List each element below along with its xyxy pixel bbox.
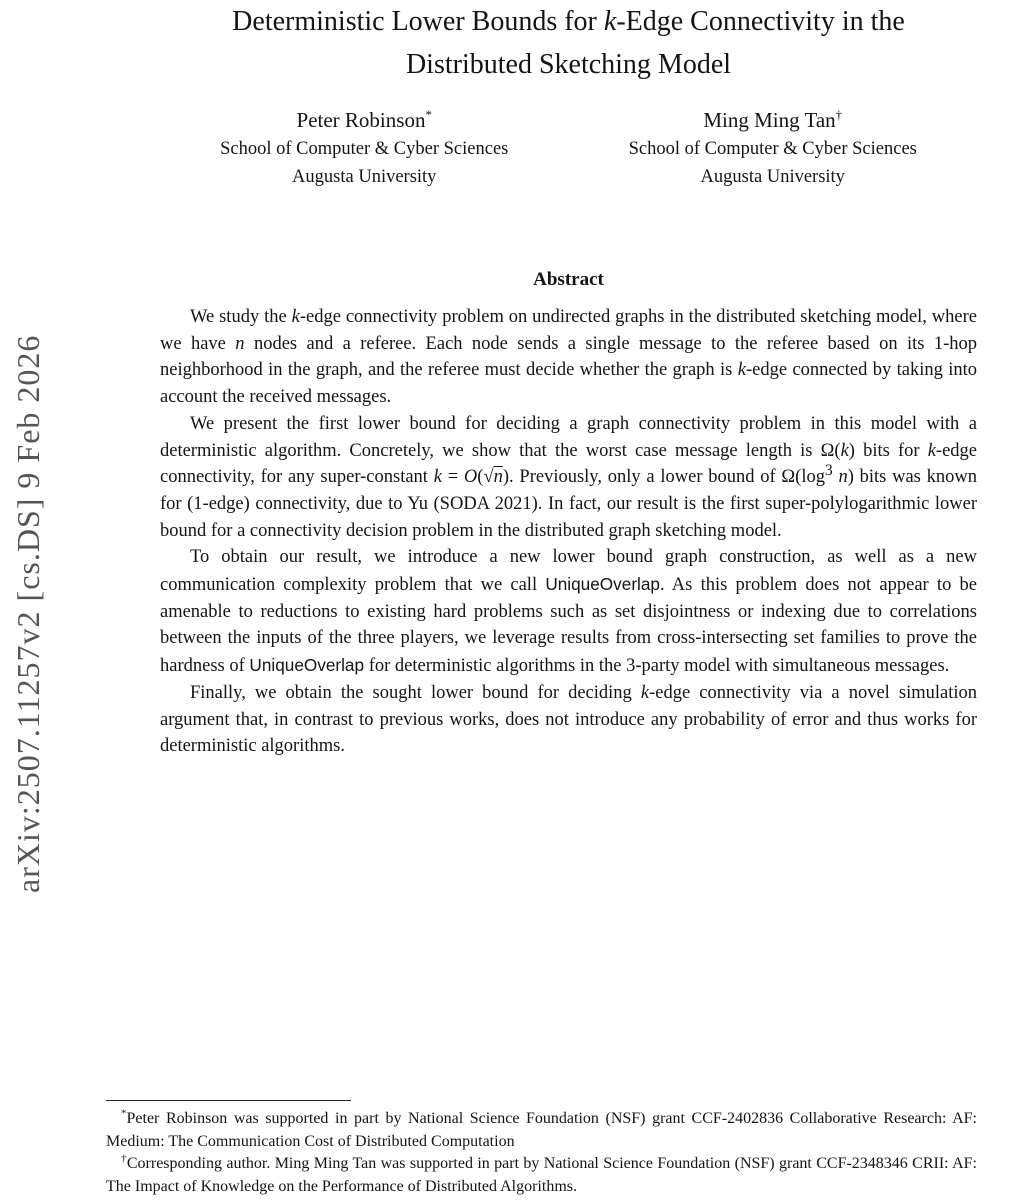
author-footnote-mark: * — [425, 107, 432, 122]
author-affiliation: School of Computer & Cyber Sciences — [628, 139, 917, 159]
abstract-paragraph-1: We study the k-edge connectivity problem on undirected graphs in the distributed sketching model, where we have n nodes and a referee. Each node sends a single message to the referee based on its 1-hop neighborhood in the graph, and the referee must decide whether the graph is k-edge connected by taking into account the received messages. — [160, 307, 978, 408]
footnote-mark: † — [121, 1152, 127, 1165]
footnote-divider — [106, 1100, 351, 1101]
author-block-2 — [569, 106, 978, 191]
paper-title-line-1: Deterministic Lower Bounds for k-Edge Connectivity in the — [232, 6, 905, 37]
paper-title — [106, 0, 1031, 86]
author-name-text: Peter Robinson — [296, 108, 426, 132]
footnote-1 — [106, 1108, 977, 1153]
abstract-heading: Abstract — [533, 269, 604, 290]
author-institution: Augusta University — [292, 167, 437, 187]
abstract-body — [160, 304, 977, 760]
arxiv-watermark: arXiv:2507.11257v2 [cs.DS] 9 Feb 2026 — [10, 334, 46, 893]
footnote-mark: * — [121, 1107, 127, 1120]
paper-title-line-2: Distributed Sketching Model — [405, 49, 732, 80]
author-name — [569, 106, 978, 135]
author-footnote-mark: † — [835, 107, 843, 122]
authors-row — [160, 106, 977, 191]
author-institution: Augusta University — [700, 167, 845, 187]
abstract-paragraph-4: Finally, we obtain the sought lower bound for deciding k-edge connectivity via a novel simulation argument that, in contrast to previous works, does not introduce any probability of error and thus works for deterministic algorithms. — [160, 682, 977, 757]
author-affiliation: School of Computer & Cyber Sciences — [220, 139, 509, 159]
footnote-2 — [106, 1153, 977, 1198]
abstract-paragraph-3: To obtain our result, we introduce a new lower bound graph construction, as well as a new communication complexity problem that we call UniqueOverlap. As this problem does not appear to be amenable to reductions to existing hard problems such as set disjointness or indexing due to correlations between the inputs of the three players, we leverage results from cross-intersecting set families to prove the hardness of UniqueOverlap for deterministic algorithms in the 3-party model with simultaneous messages. — [160, 547, 978, 677]
abstract-paragraph-2: We present the first lower bound for deciding a graph connectivity problem in this model with a deterministic algorithm. Concretely, we show that the worst case message length is Ω(k) bits for k-edge connectivity, for any super-constant k = O(√n). Previously, only a lower bound of $\Omega(\log^3$ n) bits was known for (1-edge) connectivity, due to Yu (SODA 2021). In fact, our result is the first super-polylogarithmic lower bound for a connectivity decision problem in the distributed graph sketching model. — [160, 413, 977, 541]
author-block-1 — [160, 106, 569, 191]
author-name — [160, 106, 569, 135]
footnote-text: Peter Robinson was supported in part by National Science Foundation (NSF) grant CCF-2402836 Collaborative Research: AF: Medium: The Communication Cost of Distributed Computation — [106, 1110, 977, 1150]
footnote-text: Corresponding author. Ming Ming Tan was supported in part by National Science Foundation (NSF) grant CCF-2348346 CRII: AF: The Impact of Knowledge on the Performance of Distributed Algorithms. — [106, 1155, 978, 1195]
author-name-text: Ming Ming Tan — [703, 108, 836, 132]
footnotes-section — [106, 1100, 977, 1198]
